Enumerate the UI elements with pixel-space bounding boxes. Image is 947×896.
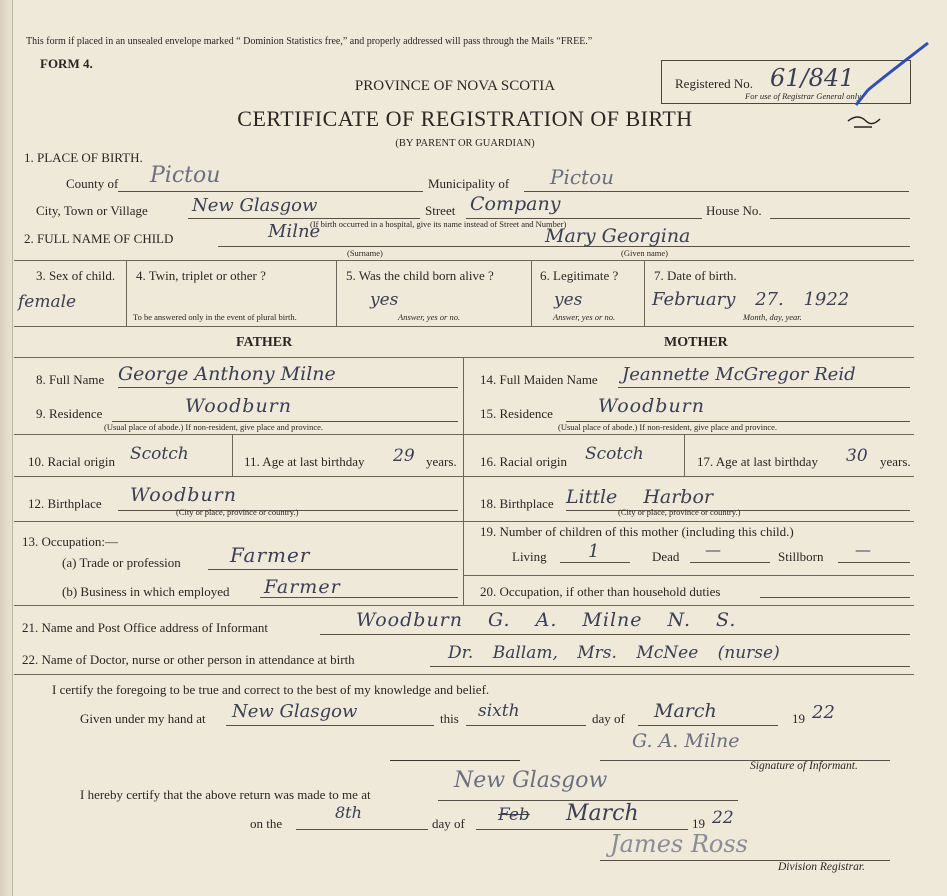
county-line xyxy=(118,191,423,192)
rule xyxy=(14,357,914,358)
alive-value: yes xyxy=(370,290,399,310)
legitimate-value: yes xyxy=(554,290,583,310)
divider-rule xyxy=(390,760,520,761)
twin-label: 4. Twin, triplet or other ? xyxy=(136,268,266,283)
col-divider xyxy=(232,434,233,476)
father-birthplace: Woodburn xyxy=(130,484,237,506)
reg-year-prefix: 19 xyxy=(692,816,705,831)
province-title: PROVINCE OF NOVA SCOTIA xyxy=(354,78,556,94)
year-prefix: 19 xyxy=(792,711,805,726)
father-heading: FATHER xyxy=(236,335,293,350)
stillborn-value: — xyxy=(855,540,871,559)
certificate-subtitle: (BY PARENT OR GUARDIAN) xyxy=(395,138,535,149)
house-label: House No. xyxy=(706,203,762,218)
mother-residence: Woodburn xyxy=(598,395,705,417)
alive-label: 5. Was the child born alive ? xyxy=(346,268,494,283)
birth-date-value: February 27. 1922 xyxy=(652,289,850,310)
given-note: (Given name) xyxy=(621,248,668,258)
city-label: City, Town or Village xyxy=(36,203,148,218)
mother-years: years. xyxy=(880,454,911,469)
rule xyxy=(463,434,914,435)
registrar-place: New Glasgow xyxy=(454,768,608,793)
father-residence-label: 9. Residence xyxy=(36,406,103,421)
registrar-signature: James Ross xyxy=(610,830,748,858)
county-label: County of xyxy=(66,176,119,191)
reg-day-of-label: day of xyxy=(432,816,465,831)
father-age-label: 11. Age at last birthday xyxy=(244,454,365,469)
father-residence: Woodburn xyxy=(185,395,292,417)
certify-statement: I certify the foregoing to be true and correct to the best of my knowledge and belief. xyxy=(52,682,490,697)
living-value: 1 xyxy=(588,541,600,562)
father-birthplace-label: 12. Birthplace xyxy=(28,496,102,511)
informant-signature-label: Signature of Informant. xyxy=(750,760,858,772)
year-value: 22 xyxy=(812,702,835,723)
stillborn-label: Stillborn xyxy=(778,549,824,564)
trade-line xyxy=(208,569,458,570)
living-line xyxy=(560,562,630,563)
legitimate-label: 6. Legitimate ? xyxy=(540,268,619,283)
on-the-label: on the xyxy=(250,816,283,831)
month-line xyxy=(638,725,778,726)
rule xyxy=(14,476,463,477)
month-value: March xyxy=(654,700,717,722)
reg-day-line xyxy=(296,829,428,830)
registrar-year: 22 xyxy=(712,808,734,828)
mother-name-label: 14. Full Maiden Name xyxy=(480,372,598,387)
children-label: 19. Number of children of this mother (including this child.) xyxy=(480,524,794,539)
mother-occupation-label: 20. Occupation, if other than household duties xyxy=(480,584,721,599)
col-divider xyxy=(126,260,127,326)
father-name: George Anthony Milne xyxy=(118,363,336,385)
occupation-label: 13. Occupation:— xyxy=(22,534,119,549)
stillborn-line xyxy=(838,562,910,563)
father-age: 29 xyxy=(393,446,415,466)
informant-line xyxy=(320,634,910,635)
mother-occupation-line xyxy=(760,597,910,598)
rule xyxy=(14,674,914,675)
doctor-label: 22. Name of Doctor, nurse or other person in attendance at birth xyxy=(22,652,355,667)
mother-residence-note: (Usual place of abode.) If non-resident, give place and province. xyxy=(558,422,778,432)
mother-racial-label: 16. Racial origin xyxy=(480,454,568,469)
informant-signature: G. A. Milne xyxy=(632,730,740,752)
day-line xyxy=(466,725,586,726)
doctor-value: Dr. Ballam, Mrs. McNee (nurse) xyxy=(448,643,780,663)
father-name-line xyxy=(118,387,458,388)
street-label: Street xyxy=(425,203,456,218)
surname-note: (Surname) xyxy=(347,248,383,258)
registrar-signature-label: Division Registrar. xyxy=(778,861,865,873)
registrar-month: March xyxy=(566,801,639,826)
father-birthplace-note: (City or place, province or country.) xyxy=(176,507,299,517)
twin-note: To be answered only in the event of plural birth. xyxy=(133,312,297,322)
father-residence-note: (Usual place of abode.) If non-resident, give place and province. xyxy=(104,422,324,432)
place-section-label: 1. PLACE OF BIRTH. xyxy=(24,150,143,165)
mother-name-line xyxy=(618,387,910,388)
dead-label: Dead xyxy=(652,549,680,564)
col-divider xyxy=(644,260,645,326)
father-years: years. xyxy=(426,454,457,469)
birth-date-label: 7. Date of birth. xyxy=(654,268,737,283)
father-racial-label: 10. Racial origin xyxy=(28,454,116,469)
mother-age-label: 17. Age at last birthday xyxy=(697,454,818,469)
registrar-day: 8th xyxy=(335,803,362,822)
col-divider xyxy=(336,260,337,326)
mother-birthplace-note: (City or place, province or country.) xyxy=(618,507,741,517)
given-label: Given under my hand at xyxy=(80,711,206,726)
street-note: (If birth occurred in a hospital, give its name instead of Street and Number) xyxy=(310,219,567,229)
mother-name: Jeannette McGregor Reid xyxy=(622,364,856,385)
informant-label: 21. Name and Post Office address of Informant xyxy=(22,620,268,635)
rule xyxy=(14,326,914,327)
sex-label: 3. Sex of child. xyxy=(36,268,116,283)
registered-number: 61/841 xyxy=(770,64,855,92)
mother-racial: Scotch xyxy=(585,444,644,464)
alive-note: Answer, yes or no. xyxy=(398,312,461,322)
informant-value: Woodburn G. A. Milne N. S. xyxy=(356,609,737,631)
child-given-name: Mary Georgina xyxy=(545,225,691,247)
trade-label: (a) Trade or profession xyxy=(62,555,181,570)
mother-residence-label: 15. Residence xyxy=(480,406,553,421)
father-business: Farmer xyxy=(264,576,341,598)
birth-date-note: Month, day, year. xyxy=(743,312,802,322)
rule xyxy=(14,260,914,261)
municipality-value: Pictou xyxy=(550,165,615,189)
registrar-month-struck: Feb xyxy=(498,805,530,825)
municipality-label: Municipality of xyxy=(428,176,510,191)
municipality-line xyxy=(524,191,909,192)
page-edge xyxy=(0,0,13,896)
city-value: New Glasgow xyxy=(192,195,318,216)
dead-line xyxy=(690,562,770,563)
registrar-statement: I hereby certify that the above return was made to me at xyxy=(80,787,371,802)
rule xyxy=(14,434,463,435)
living-label: Living xyxy=(512,549,547,564)
street-value: Company xyxy=(470,193,561,215)
day-of-label: day of xyxy=(592,711,625,726)
rule xyxy=(463,476,914,477)
mother-birthplace-label: 18. Birthplace xyxy=(480,496,554,511)
mail-notice: This form if placed in an unsealed envelope marked “ Dominion Statistics free,” and properly addressed will pass through the Mails “FREE.” xyxy=(26,36,593,47)
father-trade: Farmer xyxy=(230,543,311,567)
rule xyxy=(14,521,463,522)
rule xyxy=(14,605,914,606)
county-value: Pictou xyxy=(150,163,221,188)
sex-value: female xyxy=(18,292,77,312)
business-label: (b) Business in which employed xyxy=(62,584,230,599)
col-divider xyxy=(531,260,532,326)
mother-heading: MOTHER xyxy=(664,335,728,350)
given-place-line xyxy=(226,725,434,726)
legitimate-note: Answer, yes or no. xyxy=(553,312,616,322)
form-number: FORM 4. xyxy=(40,56,93,71)
house-line xyxy=(770,218,910,219)
doctor-line xyxy=(430,666,910,667)
mother-age: 30 xyxy=(846,446,868,466)
certificate-title: CERTIFICATE OF REGISTRATION OF BIRTH xyxy=(237,106,693,131)
father-name-label: 8. Full Name xyxy=(36,372,105,387)
this-label: this xyxy=(440,711,459,726)
col-divider xyxy=(684,434,685,476)
father-racial: Scotch xyxy=(130,444,189,464)
given-place: New Glasgow xyxy=(232,701,358,722)
mother-birthplace: Little Harbor xyxy=(566,486,713,508)
rule xyxy=(463,521,914,522)
rule xyxy=(463,575,914,576)
registered-label: Registered No. xyxy=(675,76,753,91)
child-surname: Milne xyxy=(268,221,321,242)
dead-value: — xyxy=(705,540,721,559)
day-value: sixth xyxy=(478,701,520,721)
parent-divider xyxy=(463,357,464,605)
registrar-note: For use of Registrar General only. xyxy=(745,91,863,101)
child-name-label: 2. FULL NAME OF CHILD xyxy=(24,231,174,246)
